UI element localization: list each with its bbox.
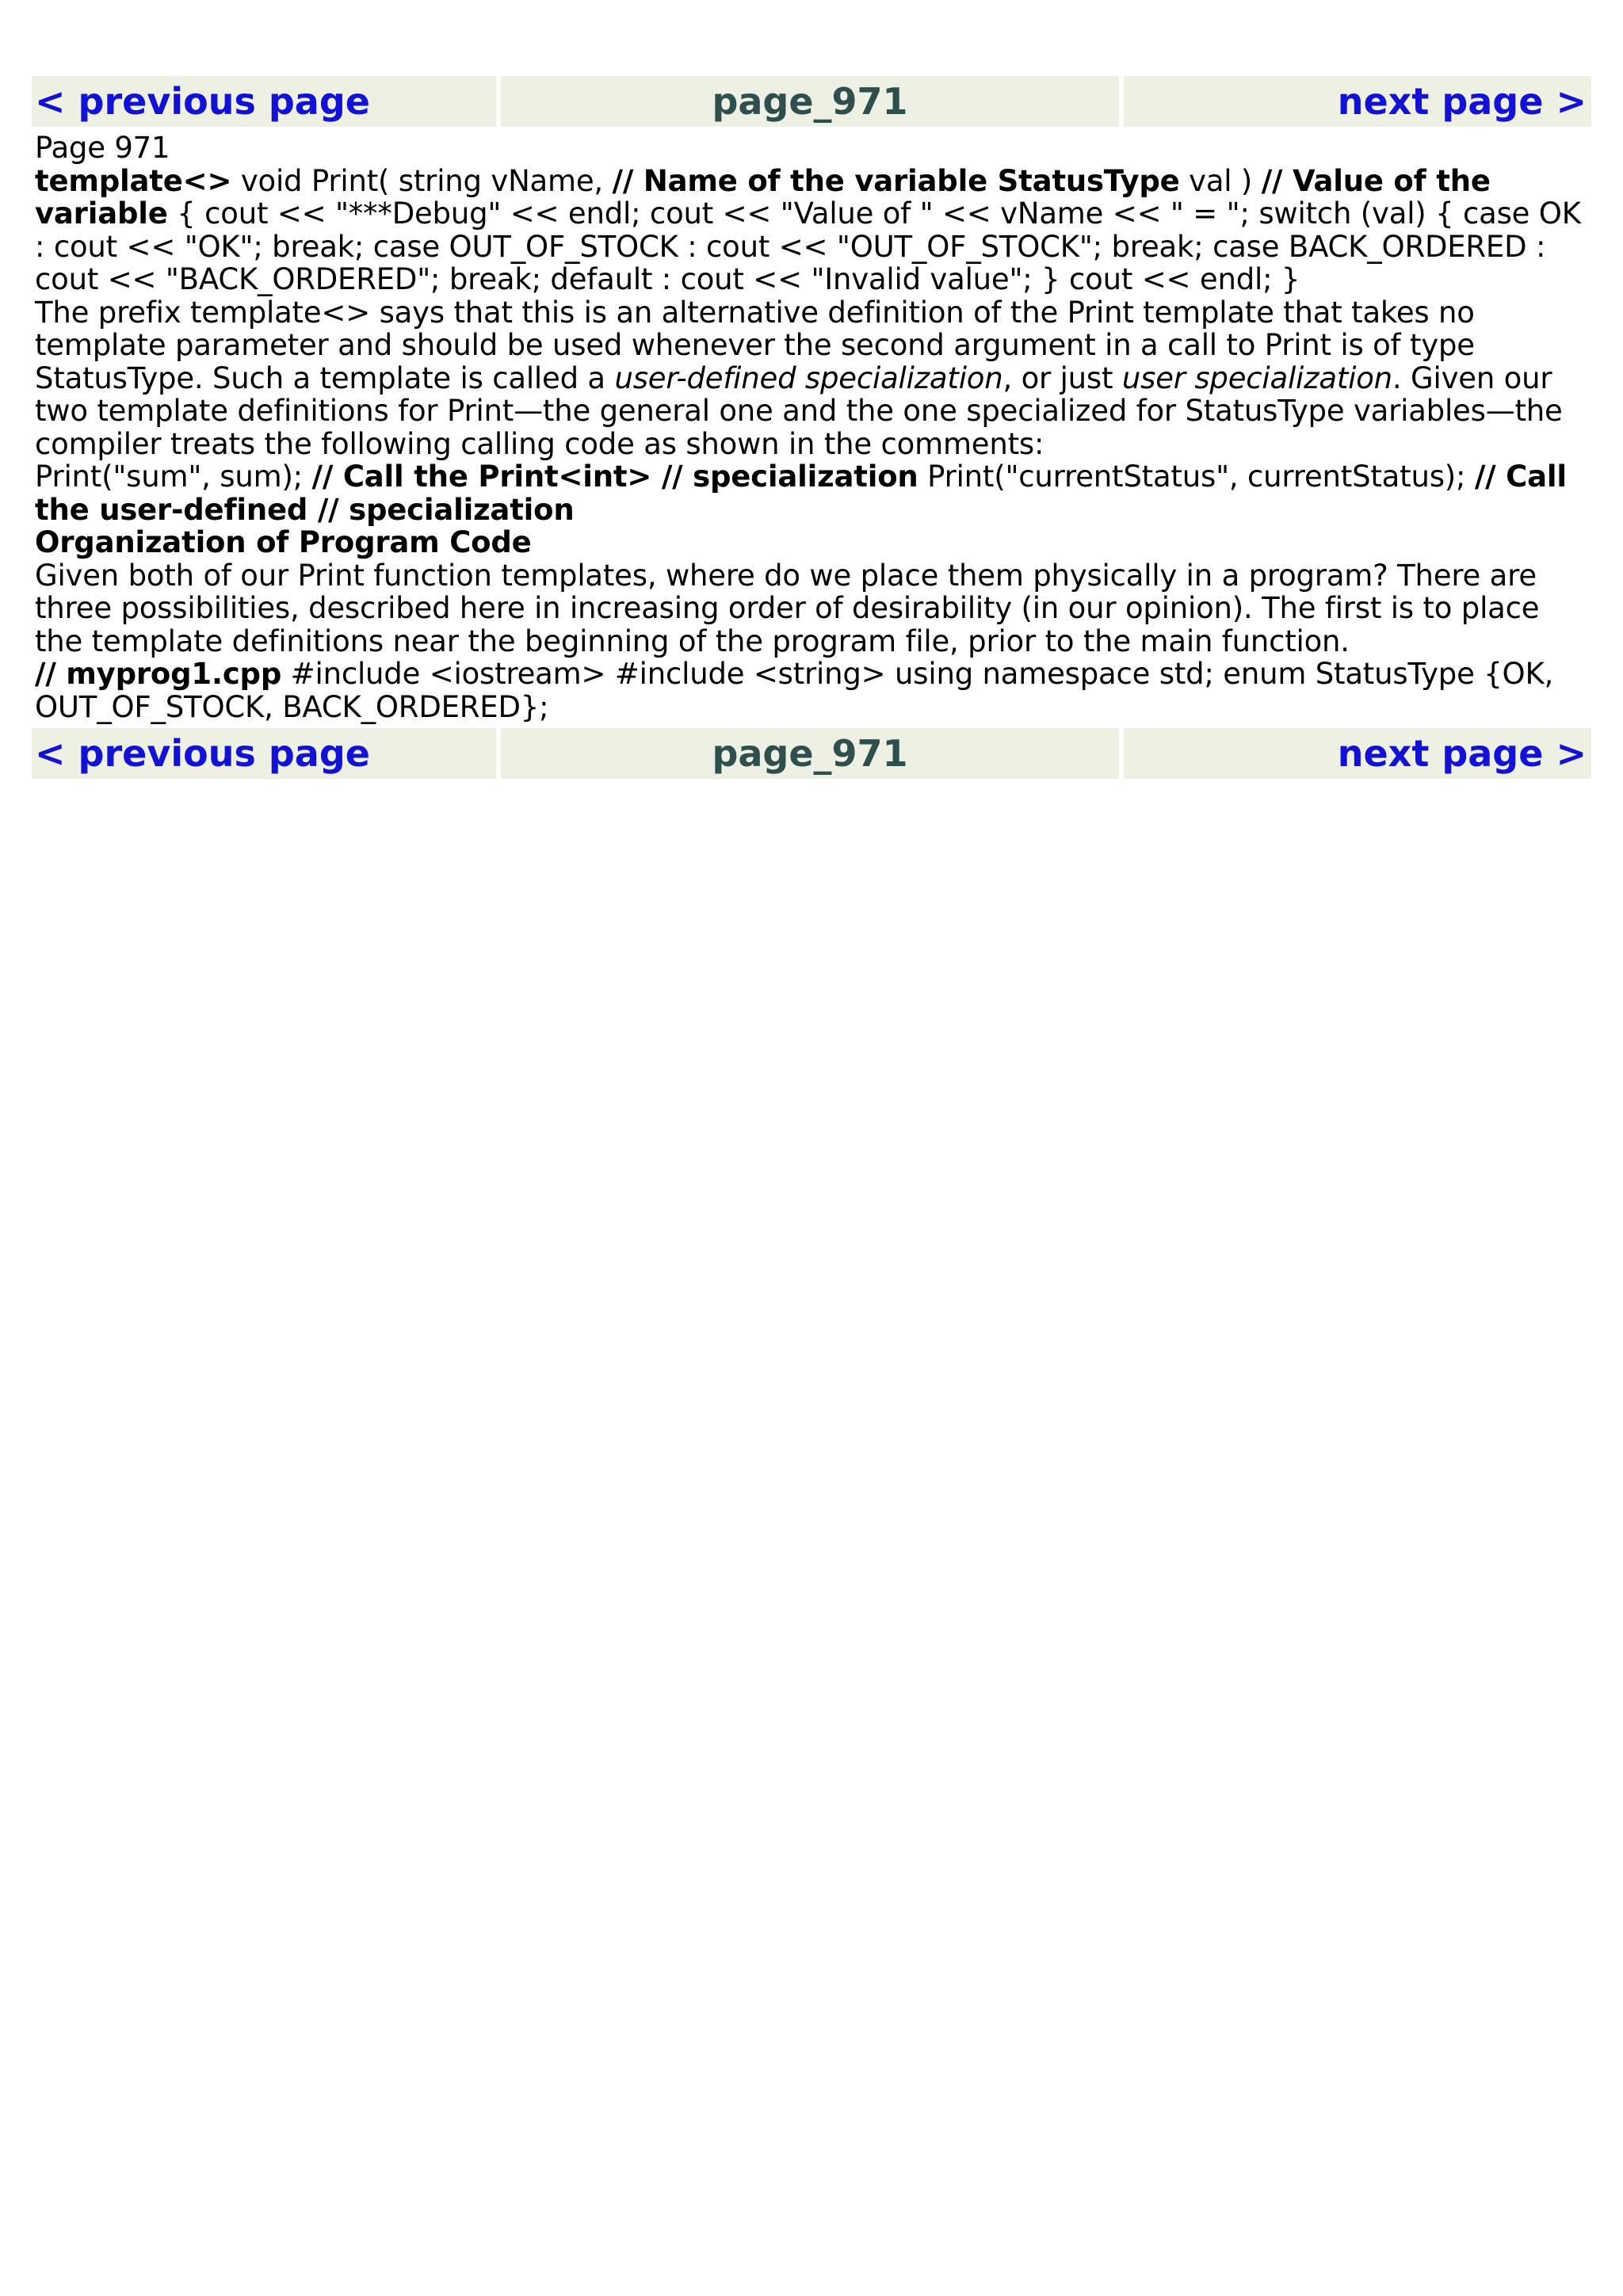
code-block-specialization (35, 165, 1590, 296)
code-comment: // Call the Print<int> // specialization (311, 460, 918, 494)
code-text: Print("currentStatus", currentStatus); (918, 460, 1475, 494)
code-bold-text: template<> (35, 163, 232, 198)
page-indicator: page_971 (501, 76, 1119, 127)
page-indicator: page_971 (501, 728, 1119, 779)
previous-page-link[interactable]: < previous page (32, 76, 496, 127)
next-page-link[interactable]: next page > (1124, 76, 1591, 127)
body-text: The prefix template<> says that this is an alternative definition of the Print template that takes no template parameter and should be used whenever the second argument in a call to Print is of type StatusType. Such a template is called a (35, 295, 1475, 395)
code-text: Print("sum", sum); (35, 460, 312, 494)
code-text: #include <iostream> #include <string> using namespace std; enum StatusType {OK, OUT_OF_STOCK, BACK_ORDERED}; (35, 657, 1554, 724)
next-page-link[interactable]: next page > (1124, 728, 1591, 779)
top-navigation-bar (32, 76, 1591, 127)
body-text: . Given our two template definitions for Print—the general one and the one specialized for StatusType variables—the compiler treats the following calling code as shown in the comments: (35, 360, 1563, 461)
code-comment: // Name of the variable StatusType (612, 163, 1180, 198)
code-comment: // myprog1.cpp (35, 657, 282, 691)
code-text: val ) (1179, 163, 1262, 198)
section-heading-text: Organization of Program Code (35, 525, 532, 559)
previous-page-link[interactable]: < previous page (32, 728, 496, 779)
body-text: , or just (1002, 360, 1122, 395)
page-content (32, 127, 1591, 727)
section-heading (35, 526, 1590, 559)
code-text: { cout << "***Debug" << endl; cout << "Value of " << vName << " = "; switch (val) { case OK : cout << "OK"; break; case OUT_OF_STOCK : cout << "OUT_OF_STOCK"; break; case BACK_ORDERED : cout << "BACK_ORDERED"; break; default : cout << "Invalid value"; } cout << endl; } (35, 196, 1581, 296)
italic-term: user-defined specialization (614, 360, 1003, 395)
bottom-navigation-bar (32, 728, 1591, 779)
code-comment: // Value of the variable (35, 163, 1491, 231)
italic-term: user specialization (1121, 360, 1392, 395)
paragraph-organization: Given both of our Print function templates, where do we place them physically in a program? There are three possibilities, described here in increasing order of desirability (in our opinion). The first is to place the template definitions near the beginning of the program file, prior to the main function. (35, 558, 1540, 658)
code-text: void Print( string vName, (231, 163, 613, 198)
paragraph-specialization (35, 296, 1590, 461)
page-container (32, 76, 1591, 779)
code-block-myprog (35, 658, 1590, 723)
code-block-calls (35, 460, 1590, 526)
code-comment: // Call the user-defined // specialization (35, 460, 1567, 527)
page-number: Page 971 (35, 131, 170, 165)
